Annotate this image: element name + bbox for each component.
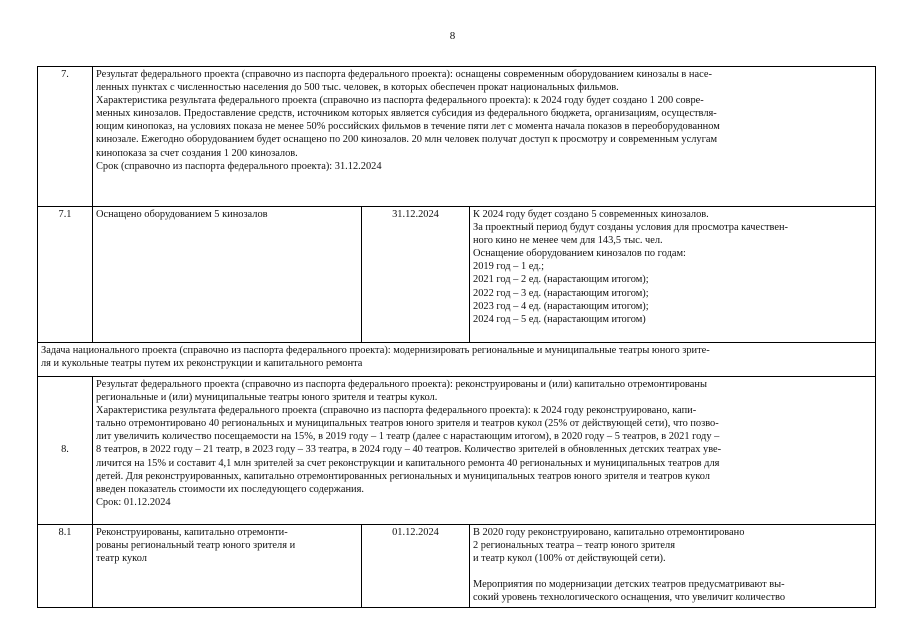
text-line: рованы региональный театр юного зрителя и [96,540,296,552]
row-7-result-text [93,67,876,207]
text-line: В 2020 году реконструировано, капитально отремонтировано [473,527,745,538]
text-line: Оснащение оборудованием кинозалов по годам: [473,248,686,260]
text-line: театр кукол [96,553,147,565]
event-date: 31.12.2024 [362,207,470,343]
text-line: детей. Для реконструированных, капитально отремонтированных региональных и муниципальных театров юного зрителя и театров кукол [96,470,710,482]
text-line: Результат федерального проекта (справочно из паспорта федерального проекта): оснащены современным оборудованием кинозалы в насе- [96,69,712,80]
text-line: лит увеличить количество посещаемости на 15%, в 2019 году – 1 театр (далее с нарастающим итогом), в 2020 году – 5 театров, в 2021 году – [96,431,720,443]
line-spacer [473,565,872,578]
event-description [470,525,876,608]
text-line: сокий уровень технологического оснащения, что увеличит количество [473,592,786,604]
event-name [93,525,362,608]
text-line: Срок (справочно из паспорта федерального проекта): 31.12.2024 [96,160,382,172]
text-line: ля и кукольные театры путем их реконструкции и капитального ремонта [41,358,363,370]
text-line: тально отремонтировано 40 региональных и муниципальных театров юного зрителя и театров кукол (25% от действующей сети), что позво- [96,418,719,430]
text-line: введен показатель стоимости их последующего содержания. [96,483,364,495]
text-line: менных кинозалов. Предоставление средств, источником которых является субсидия из федерального бюджета, организациям, осуществля- [96,108,717,120]
row-number: 7. [38,67,93,207]
text-line: Характеристика результата федерального проекта (справочно из паспорта федерального проекта): к 2024 году будет создано 1 200 совре- [96,95,704,107]
event-name: Оснащено оборудованием 5 кинозалов [93,207,362,343]
task-text [38,343,876,377]
text-line: Срок: 01.12.2024 [96,496,171,508]
text-line: ного кино не менее чем для 143,5 тыс. чел. [473,235,663,247]
text-line: и театр кукол (100% от действующей сети). [473,553,666,565]
text-line: Реконструированы, капитально отремонти- [96,527,288,538]
row-number: 8. [38,377,93,525]
text-line: За проектный период будут созданы условия для просмотра качествен- [473,222,788,234]
text-line: 2022 год – 3 ед. (нарастающим итогом); [473,287,649,299]
text-line: региональные и (или) муниципальные театры юного зрителя и театры кукол. [96,392,438,404]
table-row [38,525,876,608]
table-row [38,207,876,343]
text-line: ющим кинопоказ, на условиях показа не менее 50% российских фильмов в течение пяти лет с момента начала показов в переоборудованном [96,121,720,133]
text-line: Мероприятия по модернизации детских театров предусматривают вы- [473,579,785,591]
text-line: Задача национального проекта (справочно из паспорта федерального проекта): модернизировать региональные и муниципальные театры юного зрите- [41,345,710,356]
table-row [38,343,876,377]
text-line: Характеристика результата федерального проекта (справочно из паспорта федерального проекта): к 2024 году реконструировано, капи- [96,405,697,417]
text-line: личится на 15% и составит 4,1 млн зрителей за счет реконструкции и капитального ремонта 40 региональных и муниципальных театров для [96,457,720,469]
row-8-result-text [93,377,876,525]
text-line: 2 региональных театра – театр юного зрителя [473,540,676,552]
event-date: 01.12.2024 [362,525,470,608]
page-number: 8 [449,30,456,42]
text-line: 8 театров, в 2022 году – 21 театр, в 2023 году – 33 театра, в 2024 году – 40 театров. Количество зрителей в обновленных детских театрах уве- [96,444,722,456]
table-row [38,67,876,207]
text-line: 2021 год – 2 ед. (нарастающим итогом); [473,274,649,286]
text-line: Результат федерального проекта (справочно из паспорта федерального проекта): реконструированы и (или) капитально отремонтированы [96,379,707,390]
text-line: 2023 год – 4 ед. (нарастающим итогом); [473,300,649,312]
row-number: 7.1 [38,207,93,343]
project-table [37,66,876,608]
text-line: ленных пунктах с численностью населения до 500 тыс. человек, в которых обеспечен прокат национальных фильмов. [96,82,619,94]
text-line: кинопоказа за счет создания 1 200 кинозалов. [96,147,298,159]
event-description [470,207,876,343]
text-line: кинозале. Ежегодно оборудованием будет оснащено по 200 кинозалов. 20 млн человек получат доступ к просмотру и современным услугам [96,134,718,146]
text-line: 2019 год – 1 ед.; [473,261,544,273]
text-line: К 2024 году будет создано 5 современных кинозалов. [473,209,709,220]
row-number: 8.1 [38,525,93,608]
text-line: 2024 год – 5 ед. (нарастающим итогом) [473,313,646,325]
table-row [38,377,876,525]
